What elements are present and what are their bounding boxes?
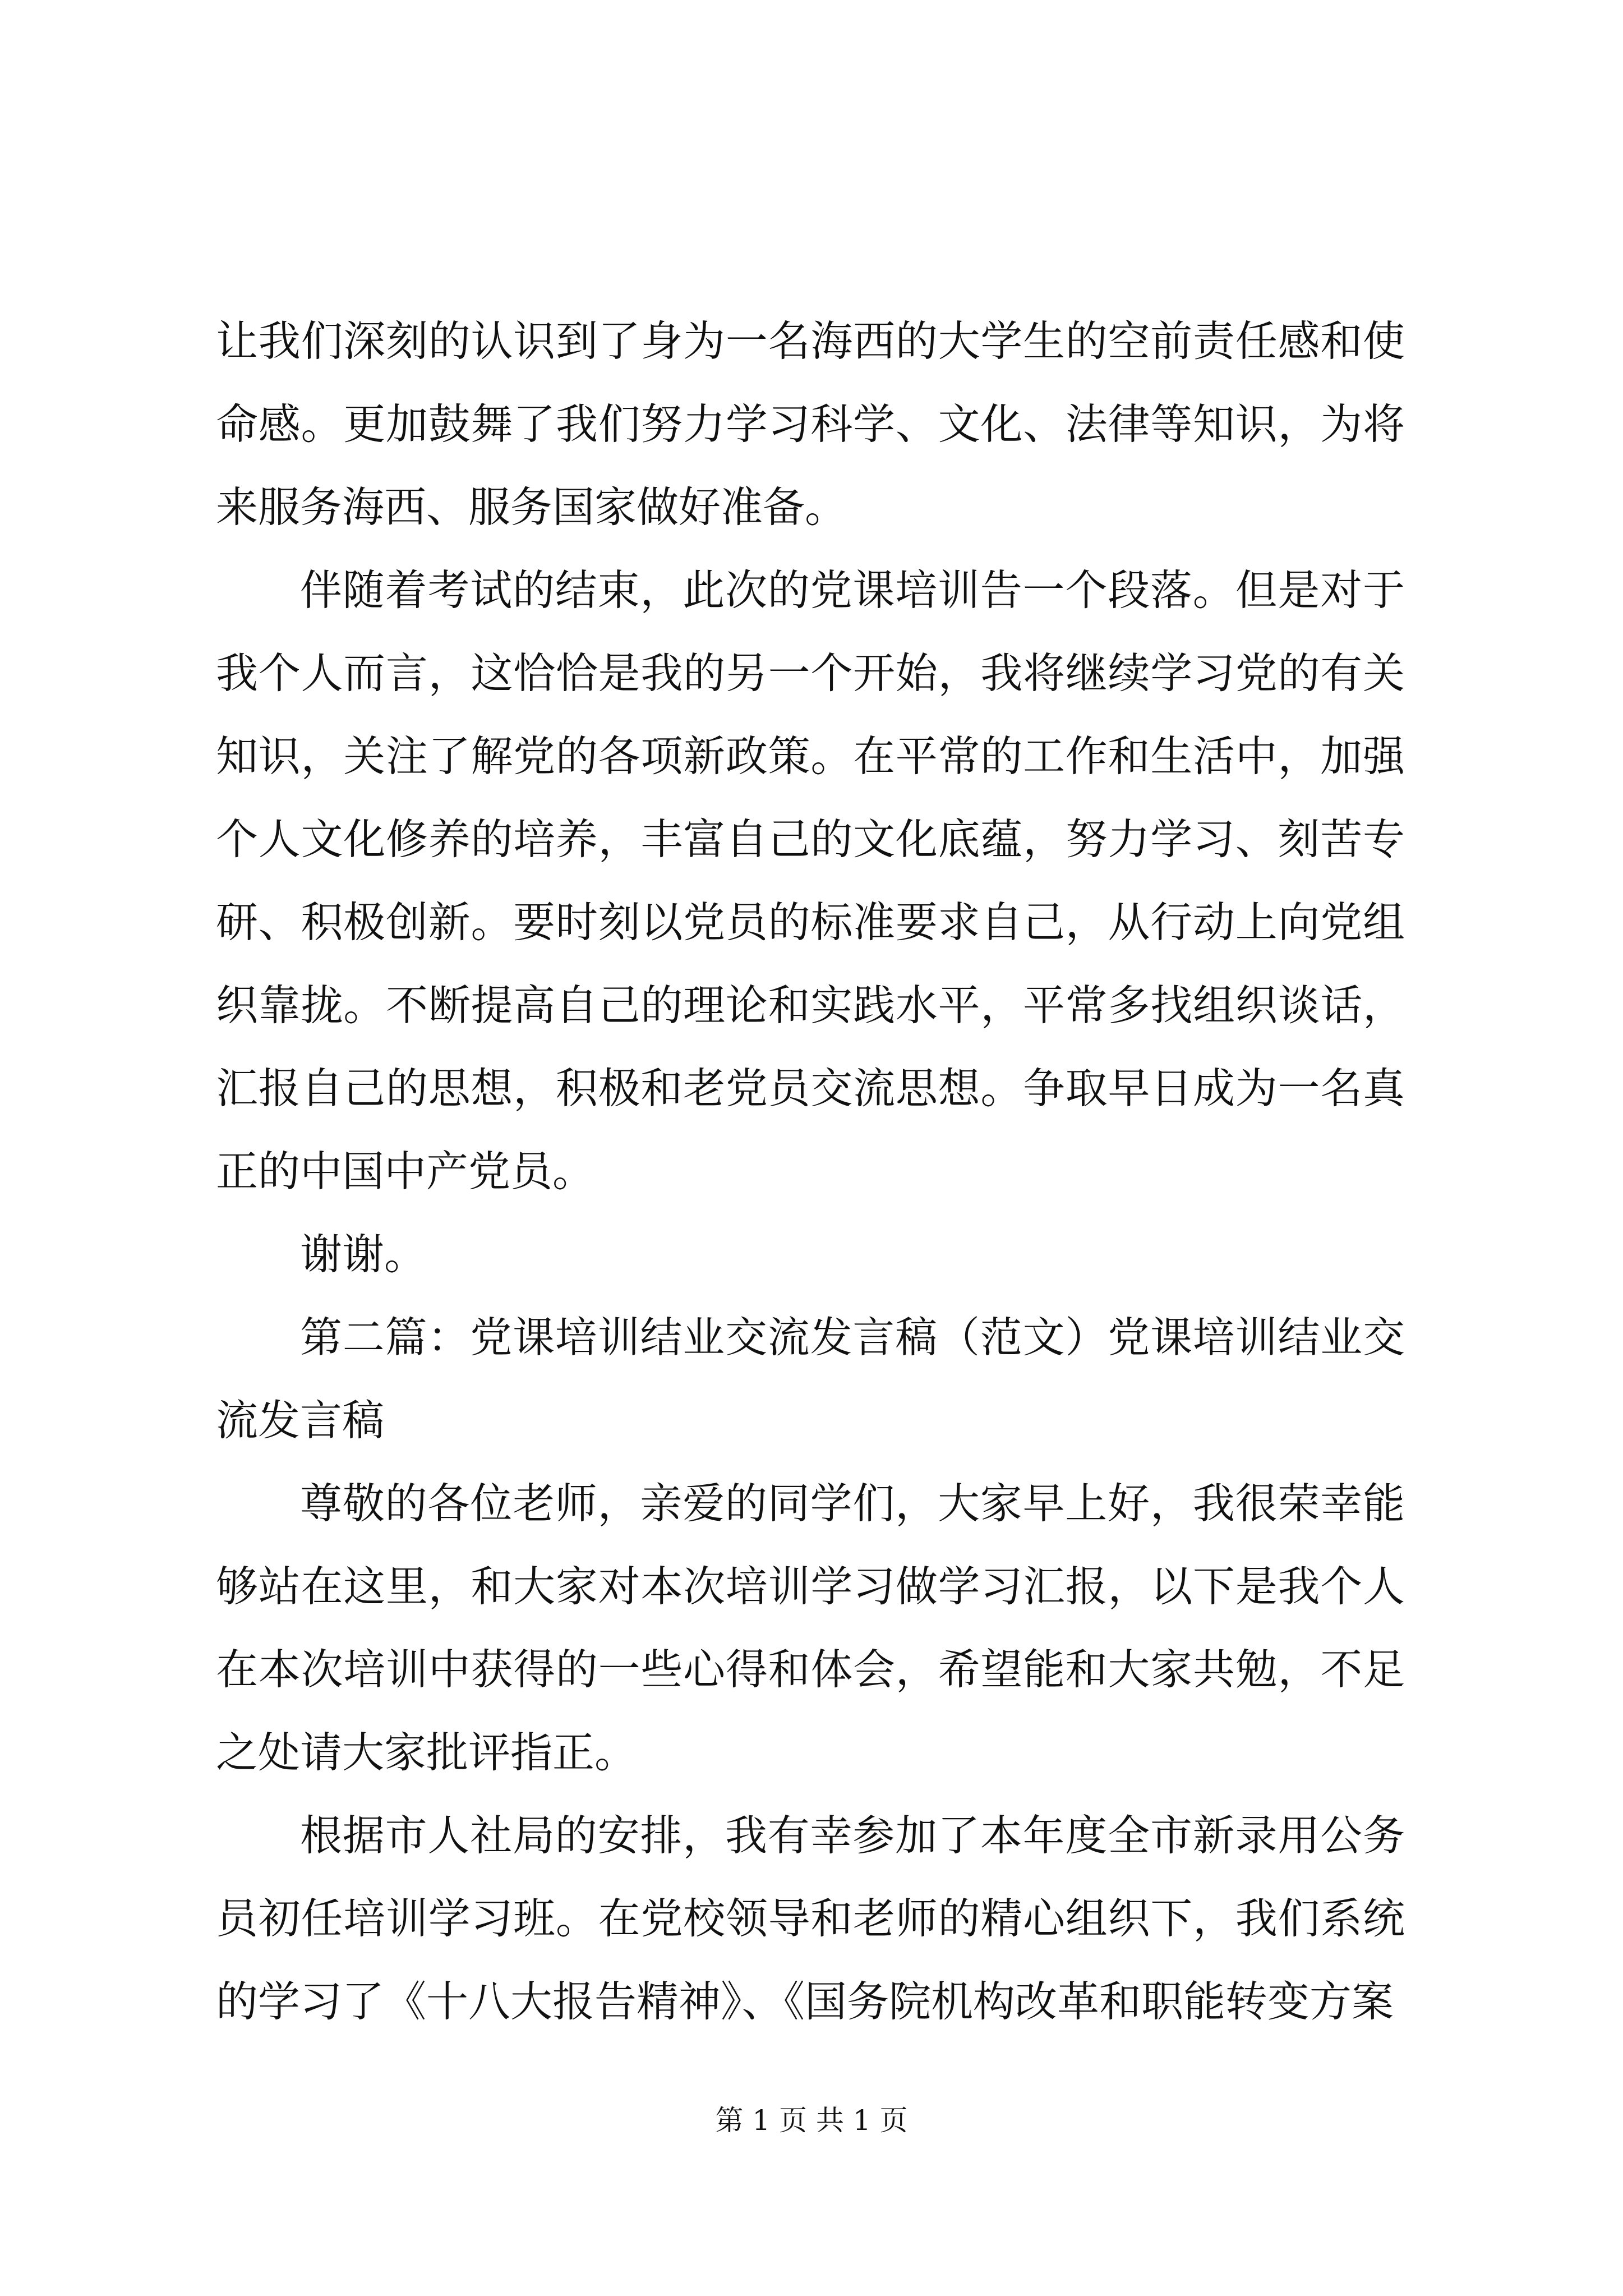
section-heading-second-article: 第二篇：党课培训结业交流发言稿（范文）党课培训结业交流发言稿 [216, 1313, 1405, 1445]
paragraph-training-arrangement: 根据市人社局的安排，我有幸参加了本年度全市新录用公务员初任培训学习班。在党校领导和老师的精心组织下，我们系统的学习了《十八大报告精神》、《国务院机构改革和职能转变方案 [216, 1811, 1405, 2026]
paragraph-party-course-end: 伴随着考试的结束，此次的党课培训告一个段落。但是对于我个人而言，这恰恰是我的另一个开始，我将继续学习党的有关知识，关注了解党的各项新政策。在平常的工作和生活中，加强个人文化修养的培养，丰富自己的文化底蕴，努力学习、刻苦专研、积极创新。要时刻以党员的标准要求自己，从行动上向党组织靠拢。不断提高自己的理论和实践水平，平常多找组织谈话，汇报自己的思想，积极和老党员交流思想。争取早日成为一名真正的中国中产党员。 [216, 565, 1405, 1196]
paragraph-greeting: 尊敬的各位老师，亲爱的同学们，大家早上好，我很荣幸能够站在这里，和大家对本次培训学习做学习汇报，以下是我个人在本次培训中获得的一些心得和体会，希望能和大家共勉，不足之处请大家批评指正。 [216, 1479, 1405, 1777]
page-footer: 第 1 页 共 1 页 [715, 2104, 908, 2137]
paragraph-thanks: 谢谢。 [300, 1230, 427, 1279]
paragraph-continuation: 让我们深刻的认识到了身为一名海西的大学生的空前责任感和使命感。更加鼓舞了我们努力学习科学、文化、法律等知识，为将来服务海西、服务国家做好准备。 [216, 316, 1405, 532]
document-body [216, 300, 1405, 2043]
